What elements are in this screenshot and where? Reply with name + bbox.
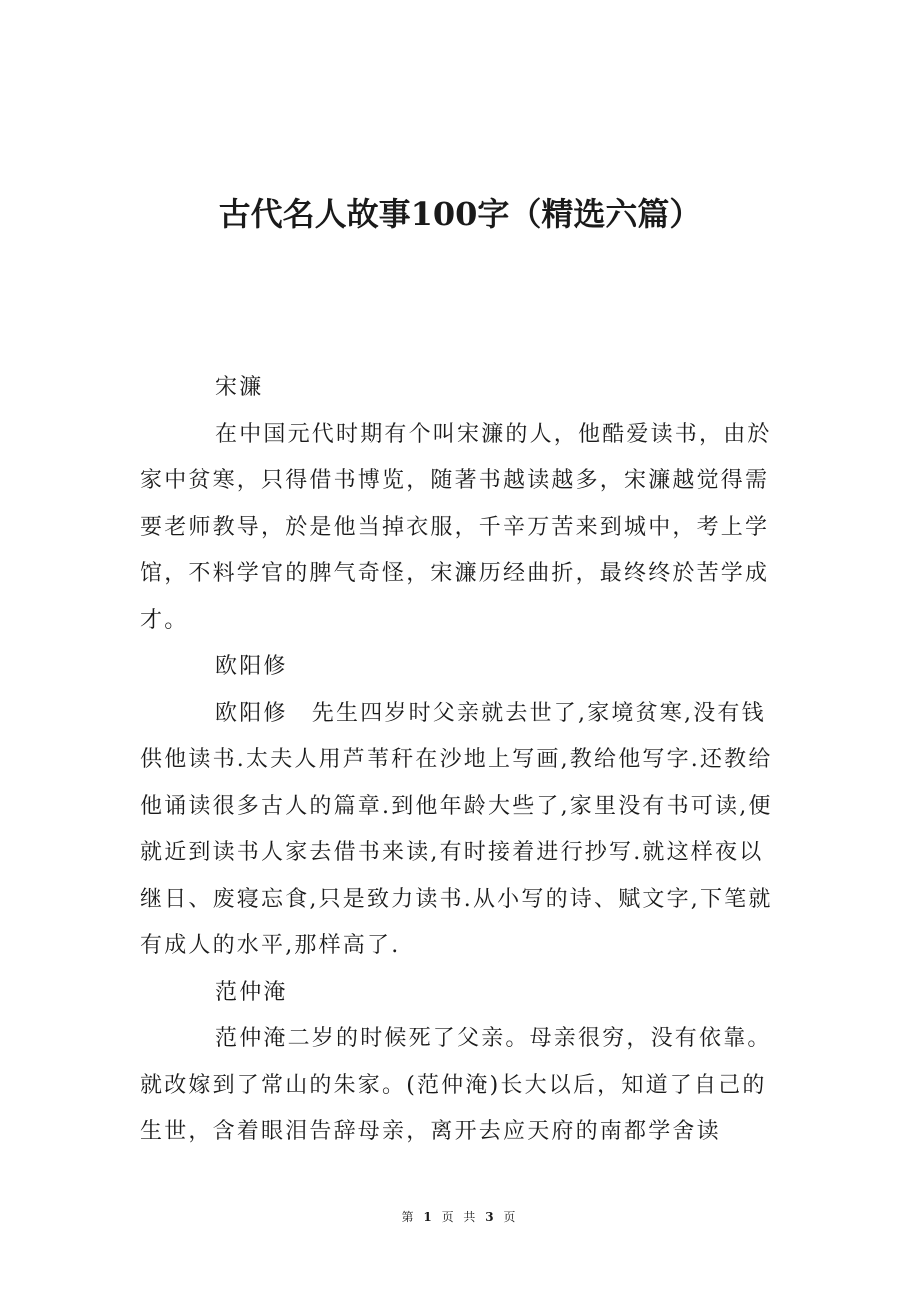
document-title: 古代名人故事100字（精选六篇） xyxy=(218,195,702,233)
footer-middle: 页 共 xyxy=(441,1210,479,1224)
page-footer xyxy=(0,1208,920,1225)
footer-total-pages: 3 xyxy=(485,1210,497,1224)
section-heading-fan-zhongyan: 范仲淹 xyxy=(215,979,288,1005)
footer-suffix: 页 xyxy=(503,1210,519,1224)
document-body xyxy=(140,365,776,1156)
footer-prefix: 第 xyxy=(401,1210,417,1224)
section-heading-song-lian: 宋濂 xyxy=(215,375,264,400)
footer-current-page: 1 xyxy=(423,1210,435,1224)
section-body-song-lian: 在中国元代时期有个叫宋濂的人，他酷爱读书，由於家中贫寒，只得借书博览，随著书越读越多，宋濂越觉得需要老师教导，於是他当掉衣服，千辛万苦来到城中，考上学馆，不料学官的脾气奇怪，宋濂历经曲折，最终终於苦学成才。 xyxy=(140,421,772,633)
section-heading-ouyang-xiu: 欧阳修 xyxy=(215,654,288,679)
section-body-fan-zhongyan: 范仲淹二岁的时候死了父亲。母亲很穷，没有依靠。就改嫁到了常山的朱家。(范仲淹)长大以后，知道了自己的生世，含着眼泪告辞母亲，离开去应天府的南都学舍读 xyxy=(140,1026,772,1144)
section-body-ouyang-xiu: 欧阳修 先生四岁时父亲就去世了,家境贫寒,没有钱供他读书.太夫人用芦苇秆在沙地上写画,教给他写字.还教给他诵读很多古人的篇章.到他年龄大些了,家里没有书可读,便就近到读书人家去借书来读,有时接着进行抄写.就这样夜以继日、废寝忘食,只是致力读书.从小写的诗、赋文字,下笔就有成人的水平,那样高了. xyxy=(140,700,773,958)
